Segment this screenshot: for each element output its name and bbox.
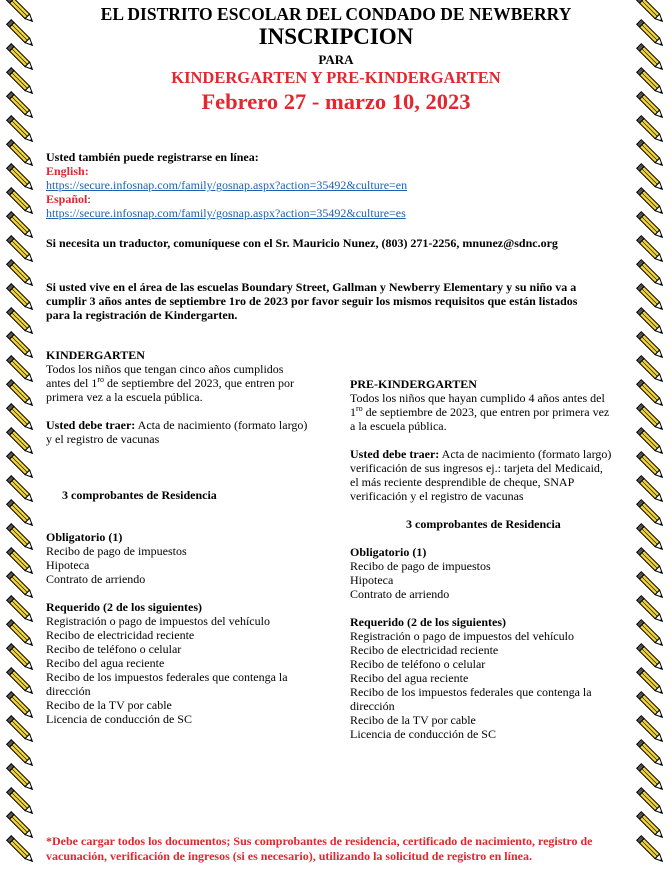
kindergarten-bring [46, 418, 336, 432]
prek-desc-3: a la escuela pública. [350, 419, 447, 433]
area-notice-line-2: cumplir 3 años antes de septiembre 1ro de 2023 por favor seguir los mismos requisitos que están listados [46, 294, 578, 308]
district-name: EL DISTRITO ESCOLAR DEL CONDADO DE NEWBERRY [100, 4, 572, 24]
prek-mandatory-heading: Obligatorio (1) [350, 545, 427, 559]
kindergarten-desc-3: primera vez a la escuela pública. [46, 390, 203, 404]
prek-mandatory-item: Hipoteca [350, 573, 394, 587]
spanish-label: Español [46, 192, 88, 206]
spanish-label-colon: : [87, 192, 91, 206]
prek-required-item: Recibo de la TV por cable [350, 713, 476, 727]
prek-bring-2: verificación de sus ingresos ej.: tarjeta del Medicaid, [350, 461, 603, 475]
prek-required-heading: Requerido (2 de los siguientes) [350, 615, 506, 629]
prek-desc-2 [350, 405, 630, 419]
spanish-link[interactable]: https://secure.infosnap.com/family/gosnap.aspx?action=35492&culture=es [46, 206, 406, 220]
area-notice-line-1: Si usted vive en el área de las escuelas Boundary Street, Gallman y Newberry Elementary y su niño va a [46, 280, 577, 294]
kindergarten-column [46, 348, 336, 726]
prek-bring-4: verificación y el registro de vacunas [350, 489, 524, 503]
prek-bring-label: Usted debe traer: [350, 447, 440, 461]
page-title: INSCRIPCION [258, 24, 414, 49]
area-notice-line-3: para la registración de Kindergarten. [46, 308, 238, 322]
spanish-label-row [46, 192, 91, 206]
kindergarten-proofs-heading: 3 comprobantes de Residencia [62, 488, 217, 502]
prek-required-item: Recibo de electricidad reciente [350, 643, 499, 657]
prek-desc-2a: 1 [350, 405, 356, 419]
kindergarten-required-item: Recibo de teléfono o celular [46, 642, 182, 656]
upload-notice-line-2: vacunación, verificación de ingresos (si es necesario), utilizando la solicitud de registro en línea. [46, 849, 532, 863]
upload-notice [46, 834, 630, 864]
kindergarten-mandatory-item: Contrato de arriendo [46, 572, 146, 586]
kindergarten-bring-1: Acta de nacimiento (formato largo) [135, 418, 308, 432]
prek-desc-2b: de septiembre de 2023, que entren por primera vez [362, 405, 610, 419]
prek-desc-1: Todos los niños que hayan cumplido 4 años antes del [350, 391, 605, 405]
prek-mandatory-item: Recibo de pago de impuestos [350, 559, 491, 573]
kindergarten-required-heading: Requerido (2 de los siguientes) [46, 600, 202, 614]
prek-column [350, 377, 630, 741]
kindergarten-required-item: Registración o pago de impuestos del vehículo [46, 614, 270, 628]
para-label: PARA [318, 52, 354, 67]
online-intro: Usted también puede registrarse en línea: [46, 150, 259, 164]
kindergarten-bring-label: Usted debe traer: [46, 418, 136, 432]
kindergarten-desc-2b: de septiembre del 2023, que entren por [104, 376, 294, 390]
prek-bring-3: el más reciente desprendible de cheque, SNAP [350, 475, 575, 489]
prek-heading: PRE-KINDERGARTEN [350, 377, 477, 391]
translator-contact: Si necesita un traductor, comuníquese con el Sr. Mauricio Nunez, (803) 271-2256, mnunez@sdnc.org [46, 236, 558, 250]
prek-required-item: Recibo del agua reciente [350, 671, 469, 685]
english-link[interactable]: https://secure.infosnap.com/family/gosnap.aspx?action=35492&culture=en [46, 178, 408, 192]
kindergarten-required-item: Licencia de conducción de SC [46, 712, 192, 726]
kindergarten-desc-sup: ro [97, 375, 104, 384]
programs-heading: KINDERGARTEN Y PRE-KINDERGARTEN [171, 68, 501, 87]
kindergarten-mandatory-item: Hipoteca [46, 558, 90, 572]
kindergarten-required-item: dirección [46, 684, 91, 698]
kindergarten-required-item: Recibo de los impuestos federales que contenga la [46, 670, 288, 684]
prek-desc-sup: ro [356, 404, 363, 413]
prek-bring-1: Acta de nacimiento (formato largo) [439, 447, 612, 461]
kindergarten-heading: KINDERGARTEN [46, 348, 145, 362]
kindergarten-required-item: Recibo de la TV por cable [46, 698, 172, 712]
kindergarten-desc-2a: antes del 1 [46, 376, 98, 390]
kindergarten-bring-2: y el registro de vacunas [46, 432, 160, 446]
registration-dates: Febrero 27 - marzo 10, 2023 [201, 89, 471, 114]
prek-required-item: Licencia de conducción de SC [350, 727, 496, 741]
kindergarten-mandatory-item: Recibo de pago de impuestos [46, 544, 187, 558]
kindergarten-required-item: Recibo del agua reciente [46, 656, 165, 670]
english-label: English: [46, 164, 89, 178]
prek-mandatory-item: Contrato de arriendo [350, 587, 450, 601]
prek-required-item: Recibo de los impuestos federales que contenga la [350, 685, 592, 699]
prek-required-item: Registración o pago de impuestos del vehículo [350, 629, 574, 643]
kindergarten-desc-1: Todos los niños que tengan cinco años cumplidos [46, 362, 284, 376]
prek-required-item: Recibo de teléfono o celular [350, 657, 486, 671]
upload-notice-line-1: *Debe cargar todos los documentos; Sus comprobantes de residencia, certificado de nacimiento, registro de [46, 834, 593, 848]
kindergarten-required-item: Recibo de electricidad reciente [46, 628, 195, 642]
prek-bring [350, 447, 630, 461]
prek-required-item: dirección [350, 699, 395, 713]
kindergarten-mandatory-heading: Obligatorio (1) [46, 530, 123, 544]
kindergarten-desc-2 [46, 376, 336, 390]
prek-proofs-heading: 3 comprobantes de Residencia [406, 517, 561, 531]
